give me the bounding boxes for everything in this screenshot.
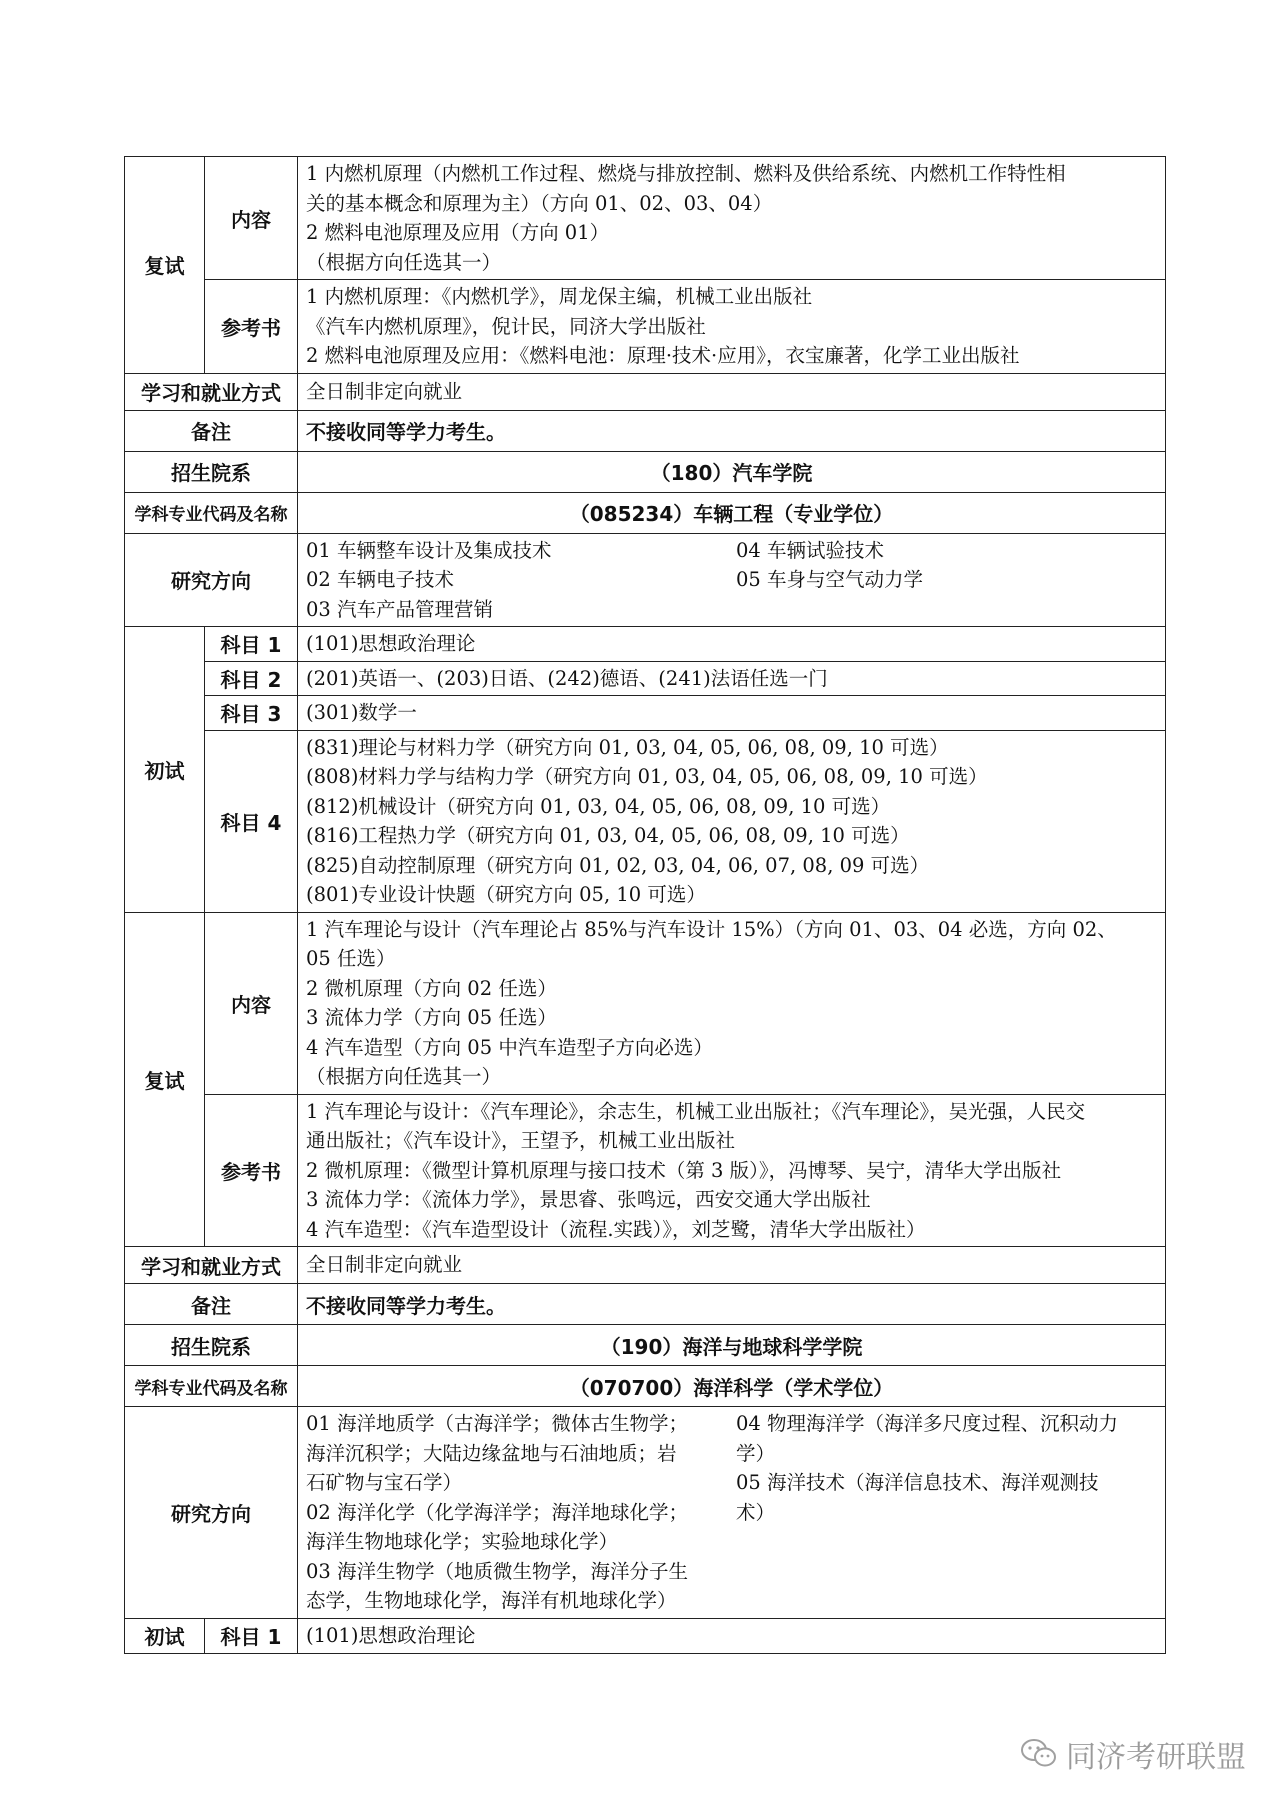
subject-value: (201)英语一、(203)日语、(242)德语、(241)法语任选一门	[298, 661, 1166, 696]
table-row	[125, 1094, 1166, 1247]
fushi-label: 复试	[125, 912, 205, 1247]
note-label: 备注	[125, 410, 298, 451]
table-row	[125, 157, 1166, 280]
table-row	[125, 1618, 1166, 1653]
text-line: 关的基本概念和原理为主）（方向 01、02、03、04）	[306, 191, 773, 215]
direction-item: 石矿物与宝石学）	[306, 1471, 463, 1494]
cankao-label: 参考书	[205, 280, 298, 374]
table-row	[125, 492, 1166, 533]
table-row	[125, 373, 1166, 410]
table-row	[125, 661, 1166, 696]
direction-item: 05 车身与空气动力学	[736, 568, 924, 591]
direction-item: 学）	[736, 1441, 776, 1465]
direction-item: 01 车辆整车设计及集成技术	[306, 538, 552, 562]
major-label: 学科专业代码及名称	[125, 1366, 298, 1407]
table-row	[125, 730, 1166, 912]
table-row	[125, 280, 1166, 374]
note-value: 不接收同等学力考生。	[298, 410, 1166, 451]
direction-item: 03 海洋生物学（地质微生物学，海洋分子生	[306, 1559, 689, 1583]
text-line: （根据方向任选其一）	[306, 250, 502, 274]
direction-label: 研究方向	[125, 1407, 298, 1619]
subject-value: (101)思想政治理论	[298, 1618, 1166, 1653]
chushi-label: 初试	[125, 1618, 205, 1653]
wechat-icon	[1020, 1738, 1058, 1770]
study-value: 全日制非定向就业	[298, 373, 1166, 410]
table-row	[125, 1366, 1166, 1407]
study-label: 学习和就业方式	[125, 373, 298, 410]
subject4-content	[298, 730, 1166, 912]
table-row	[125, 912, 1166, 1094]
direction-item: 态学，生物地球化学，海洋有机地球化学）	[306, 1589, 677, 1612]
direction-item: 01 海洋地质学（古海洋学；微体古生物学；	[306, 1412, 689, 1435]
neirong-label: 内容	[205, 157, 298, 280]
text-line: 《汽车内燃机原理》，倪计民，同济大学出版社	[306, 314, 706, 338]
subject-value: (301)数学一	[298, 696, 1166, 731]
fushi-label: 复试	[125, 157, 205, 374]
text-line: (801)专业设计快题（研究方向 05, 10 可选）	[306, 883, 706, 906]
cankao-label: 参考书	[205, 1094, 298, 1247]
study-value: 全日制非定向就业	[298, 1247, 1166, 1284]
direction-item: 海洋生物地球化学；实验地球化学）	[306, 1530, 619, 1553]
direction-item: 02 海洋化学（化学海洋学；海洋地球化学；	[306, 1500, 689, 1524]
text-line: 2 燃料电池原理及应用：《燃料电池：原理·技术·应用》，衣宝廉著，化学工业出版社	[306, 344, 1020, 367]
subject-label: 科目 3	[205, 696, 298, 731]
text-line: 2 微机原理（方向 02 任选）	[306, 976, 557, 1000]
neirong-content	[298, 912, 1166, 1094]
study-label: 学习和就业方式	[125, 1247, 298, 1284]
table-row	[125, 1325, 1166, 1366]
text-line: 通出版社；《汽车设计》，王望予，机械工业出版社	[306, 1129, 736, 1152]
subject-label: 科目 1	[205, 1618, 298, 1653]
major-label: 学科专业代码及名称	[125, 492, 298, 533]
direction-content	[298, 1407, 1166, 1619]
direction-item: 03 汽车产品管理营销	[306, 597, 494, 621]
direction-item: 海洋沉积学；大陆边缘盆地与石油地质；岩	[306, 1441, 677, 1465]
admission-table	[124, 156, 1166, 1654]
text-line: 1 汽车理论与设计：《汽车理论》，余志生，机械工业出版社；《汽车理论》，吴光强，人民交	[306, 1099, 1086, 1123]
direction-item: 04 物理海洋学（海洋多尺度过程、沉积动力	[736, 1412, 1119, 1435]
subject-label: 科目 4	[205, 730, 298, 912]
text-line: 4 汽车造型（方向 05 中汽车造型子方向必选）	[306, 1035, 713, 1059]
direction-item: 04 车辆试验技术	[736, 538, 885, 562]
text-line: (816)工程热力学（研究方向 01, 03, 04, 05, 06, 08, 09, 10 可选）	[306, 824, 910, 847]
text-line: 1 内燃机原理（内燃机工作过程、燃烧与排放控制、燃料及供给系统、内燃机工作特性相	[306, 162, 1066, 185]
table-row	[125, 696, 1166, 731]
text-line: (808)材料力学与结构力学（研究方向 01, 03, 04, 05, 06, 08, 09, 10 可选）	[306, 765, 988, 788]
chushi-label: 初试	[125, 627, 205, 913]
note-value: 不接收同等学力考生。	[298, 1284, 1166, 1325]
subject-label: 科目 1	[205, 627, 298, 662]
table-row	[125, 1247, 1166, 1284]
dept-value: （190）海洋与地球科学学院	[298, 1325, 1166, 1366]
table-row	[125, 451, 1166, 492]
direction-item: 05 海洋技术（海洋信息技术、海洋观测技	[736, 1471, 1099, 1494]
cankao-content	[298, 1094, 1166, 1247]
watermark	[1020, 1732, 1246, 1776]
text-line: （根据方向任选其一）	[306, 1065, 502, 1088]
direction-content	[298, 533, 1166, 627]
text-line: 3 流体力学：《流体力学》，景思睿、张鸣远，西安交通大学出版社	[306, 1188, 871, 1211]
note-label: 备注	[125, 1284, 298, 1325]
text-line: (831)理论与材料力学（研究方向 01, 03, 04, 05, 06, 08, 09, 10 可选）	[306, 735, 949, 759]
direction-item: 术）	[736, 1500, 776, 1524]
dept-value: （180）汽车学院	[298, 451, 1166, 492]
dept-label: 招生院系	[125, 1325, 298, 1366]
major-value: （070700）海洋科学（学术学位）	[298, 1366, 1166, 1407]
table-row	[125, 627, 1166, 662]
text-line: 1 内燃机原理：《内燃机学》，周龙保主编，机械工业出版社	[306, 285, 813, 308]
table-row	[125, 1407, 1166, 1619]
table-row	[125, 1284, 1166, 1325]
table-row	[125, 410, 1166, 451]
text-line: 2 燃料电池原理及应用（方向 01）	[306, 221, 610, 244]
text-line: (825)自动控制原理（研究方向 01, 02, 03, 04, 06, 07, 08, 09 可选）	[306, 853, 930, 877]
text-line: 2 微机原理：《微型计算机原理与接口技术（第 3 版）》，冯博琴、吴宁，清华大学出版社	[306, 1158, 1062, 1182]
text-line: 3 流体力学（方向 05 任选）	[306, 1006, 557, 1029]
direction-item: 02 车辆电子技术	[306, 568, 455, 591]
subject-value: (101)思想政治理论	[298, 627, 1166, 662]
direction-label: 研究方向	[125, 533, 298, 627]
watermark-text: 同济考研联盟	[1066, 1740, 1246, 1775]
text-line: (812)机械设计（研究方向 01, 03, 04, 05, 06, 08, 09, 10 可选）	[306, 794, 891, 818]
text-line: 1 汽车理论与设计（汽车理论占 85%与汽车设计 15%）（方向 01、03、04 必选，方向 02、	[306, 917, 1117, 941]
neirong-label: 内容	[205, 912, 298, 1094]
text-line: 4 汽车造型：《汽车造型设计（流程.实践）》，刘芝鹭，清华大学出版社）	[306, 1217, 926, 1241]
dept-label: 招生院系	[125, 451, 298, 492]
cankao-content	[298, 280, 1166, 374]
text-line: 05 任选）	[306, 947, 396, 970]
neirong-content	[298, 157, 1166, 280]
major-value: （085234）车辆工程（专业学位）	[298, 492, 1166, 533]
table-row	[125, 533, 1166, 627]
subject-label: 科目 2	[205, 661, 298, 696]
